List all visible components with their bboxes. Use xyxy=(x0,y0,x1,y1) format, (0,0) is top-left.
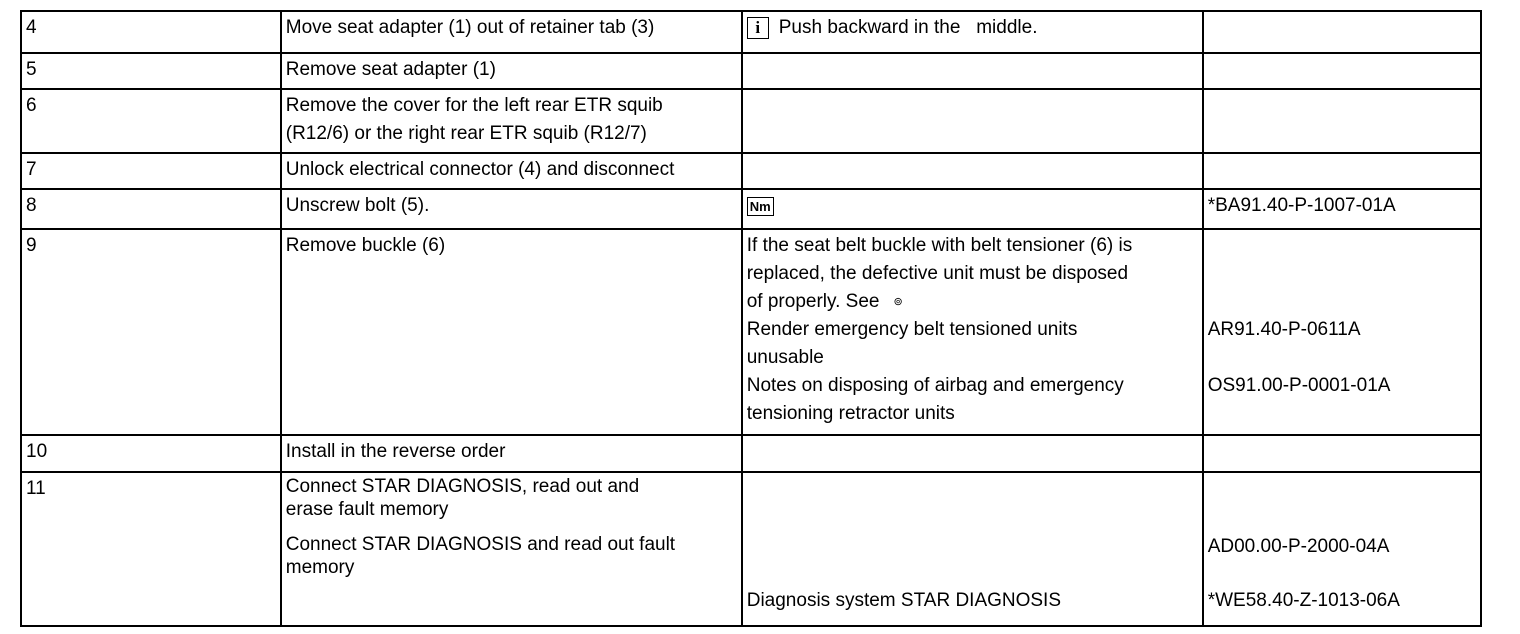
reference-link[interactable]: OS91.00-P-0001-01A xyxy=(1207,375,1391,396)
note-line: tensioning retractor units xyxy=(746,403,955,425)
step-note xyxy=(742,472,1203,626)
step-number: 10 xyxy=(21,435,281,472)
table-row xyxy=(21,11,1481,53)
step-reference xyxy=(1203,153,1481,189)
action-line: erase fault memory xyxy=(285,499,449,520)
step-note xyxy=(742,153,1203,189)
note-line: Diagnosis system STAR DIAGNOSIS xyxy=(746,590,1062,611)
action-line: (R12/6) or the right rear ETR squib (R12/7) xyxy=(285,123,647,144)
action-line: Connect STAR DIAGNOSIS, read out and xyxy=(285,476,640,497)
table-row xyxy=(21,229,1481,435)
note-line: If the seat belt buckle with belt tensioner (6) is xyxy=(746,235,1133,256)
reference-link[interactable]: AR91.40-P-0611A xyxy=(1207,319,1361,340)
step-number: 9 xyxy=(21,229,281,435)
action-line: Connect STAR DIAGNOSIS and read out fault xyxy=(285,534,676,555)
info-box-icon: i xyxy=(747,17,769,39)
step-number: 8 xyxy=(21,189,281,229)
step-note xyxy=(742,189,1203,229)
step-number: 11 xyxy=(21,472,281,626)
step-number: 6 xyxy=(21,89,281,153)
step-action: Unlock electrical connector (4) and disconnect xyxy=(281,153,742,189)
reference-link[interactable]: AD00.00-P-2000-04A xyxy=(1207,536,1390,557)
procedure-table xyxy=(20,10,1482,627)
step-note xyxy=(742,435,1203,472)
step-reference xyxy=(1203,472,1481,626)
step-reference xyxy=(1203,11,1481,53)
step-number: 7 xyxy=(21,153,281,189)
step-action: Unscrew bolt (5). xyxy=(281,189,742,229)
step-action: Remove seat adapter (1) xyxy=(281,53,742,89)
reference-icon[interactable]: ⊚ xyxy=(893,296,903,308)
action-line: memory xyxy=(285,557,355,578)
note-text: Push backward in the middle. xyxy=(778,17,1038,38)
table-row xyxy=(21,189,1481,229)
note-line: replaced, the defective unit must be disposed xyxy=(746,263,1129,284)
note-line: unusable xyxy=(746,347,824,369)
table-row xyxy=(21,53,1481,89)
table-row xyxy=(21,435,1481,472)
table-row xyxy=(21,472,1481,626)
step-reference xyxy=(1203,229,1481,435)
step-action xyxy=(281,89,742,153)
step-number: 5 xyxy=(21,53,281,89)
step-note xyxy=(742,229,1203,435)
table-row xyxy=(21,89,1481,153)
note-line: Notes on disposing of airbag and emergency xyxy=(746,375,1124,397)
step-action: Move seat adapter (1) out of retainer tab (3) xyxy=(281,11,742,53)
step-note xyxy=(742,89,1203,153)
action-line: Remove the cover for the left rear ETR squib xyxy=(285,95,663,116)
step-action: Install in the reverse order xyxy=(281,435,742,472)
step-reference xyxy=(1203,435,1481,472)
step-action xyxy=(281,472,742,626)
note-line: of properly. See ⊚ xyxy=(746,291,903,313)
torque-box-icon: Nm xyxy=(747,197,774,216)
step-reference: *BA91.40-P-1007-01A xyxy=(1203,189,1481,229)
reference-link[interactable]: *WE58.40-Z-1013-06A xyxy=(1207,590,1400,611)
step-note xyxy=(742,11,1203,53)
step-action: Remove buckle (6) xyxy=(281,229,742,435)
table-row xyxy=(21,153,1481,189)
step-number: 4 xyxy=(21,11,281,53)
note-line: Render emergency belt tensioned units xyxy=(746,319,1078,341)
step-reference xyxy=(1203,53,1481,89)
step-reference xyxy=(1203,89,1481,153)
step-note xyxy=(742,53,1203,89)
